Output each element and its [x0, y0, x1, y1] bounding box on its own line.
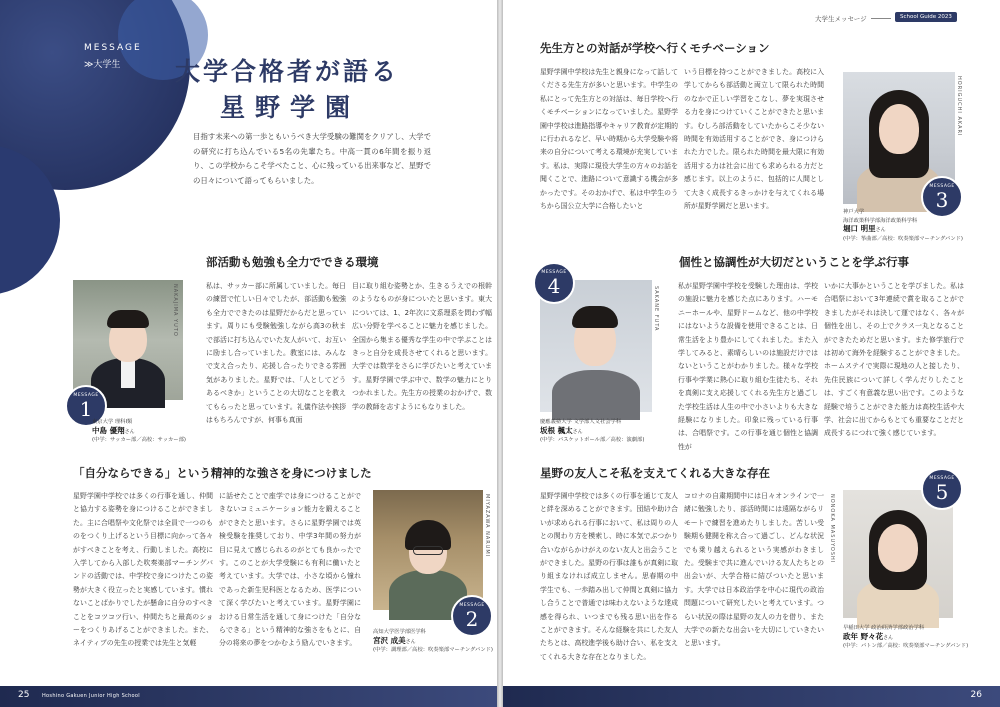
page-number-left: 25: [18, 690, 30, 700]
caption-school2: 海洋政策科学部海洋政策科学科: [843, 217, 918, 224]
caption-club: (中学：バスケットボール部／高校：演劇部): [540, 437, 645, 443]
badge-label: MESSAGE: [929, 476, 955, 481]
section2-col1: 星野学園中学校では多くの行事を通し、仲間と協力する姿勢を身につけることができました。主に合唱祭や文化祭では全員で一つのものをつくり上げるという目標に向かって各々がすべきことを考え、行動しました。高校に入学してから入部した吹奏楽部マーチングバンドの活動では、中学校で身につけたこの姿勢が大きく役立ったと実感しています。慣れないことばかりでしたが懸命に自分のすべきことをコツコツ行い、仲間たちと最高のショーをつくりあげることができました。また、ネイティブの先生の授業では先生と気軽: [73, 492, 213, 648]
caption-school: 高知大学医学部医学科: [373, 629, 426, 635]
section4-col1: 私が星野学園中学校を受験した理由は、学校の施設に魅力を感じた点にあります。ハーモニーホールや、星野ドームなど、他の中学校にはないような設備を使用できることは、日常生活をより豊かにしてくれました。また入学してみると、素晴らしいのは施設だけではないということがわかりました。様々な学校行事や学業に熱心に取り組む生徒たち、それを真剣に支え応援してくれる先生方と過ごした学校生活は人生の中で小さいよりも大きな経験になりました。印象に残っている行事は、合唱祭です。この行事を通じ個性と協調性が: [678, 282, 818, 451]
section1-col1: 私は、サッカー部に所属していました。毎日の練習で忙しい日々でしたが、部活動も勉強も全力でできたのは星野だからだと思っています。周りにも受験勉強しながら高3の秋まで部活に打ち込んでいた友人がいて、お互いに励まし合っていました。教室には、みんなで支え合ったり、応援し合ったりできる雰囲気がありました。星野では、「人としてどうあるべきか」ということの大切なことを教えてもらったと思っています。礼儀作法や挨拶はもちろんですが、何事も真面: [206, 282, 346, 425]
section1-heading: 部活動も勉強も全力でできる環境: [206, 255, 379, 269]
badge-number: 2: [465, 607, 479, 631]
caption-school: 東京大学 理科Ⅰ類: [92, 419, 133, 425]
section5-heading: 星野の友人こそ私を支えてくれる大きな存在: [540, 466, 770, 480]
romaji-nakajima: NAKAJIMA YUTO: [172, 284, 178, 337]
romaji-horiguchi: HORIGUCHI AKARI: [956, 76, 962, 137]
section5-col2: コロナの自粛期間中には日々オンラインで一緒に勉強したり、部活時間には遠隔ながらリモートで練習を進めたりしました。苦しい受験期も健闘を称え合って過ごし、どんな状況でも乗り越えられるという実感がわきました。受験まで共に進んでいける友人たちとの出会いが、大学合格に結びついたと思います。大学では日本政治学を中心に現代の政治問題について研究したいと考えています。つらい状況の際は星野の友人の力を借り、また大学での新たな出会いを大切にしていきたいと思います。: [684, 492, 824, 648]
caption-club: (中学：バトン部／高校：吹奏楽部マーチングバンド): [843, 643, 969, 649]
caption-school: 早稲田大学 政治経済学部政治学科: [843, 625, 925, 631]
section2-heading: 「自分ならできる」という精神的な強さを身につけました: [73, 466, 372, 480]
caption-school: 慶應義塾大学 文学部人文社会学科: [540, 419, 622, 425]
badge-number: 5: [935, 480, 949, 504]
caption-name: 坂根 楓太: [540, 425, 573, 435]
badge-label: MESSAGE: [73, 393, 99, 398]
section3-col1: 星野学園中学校は先生と親身になって話してくださる先生方が多いと思います。中学生の私にとって先生方との対話は、毎日学校へ行くモチベーションになっていました。星野学園中学校は進路指導やキャリア教育が定期的に行われるなど、早い時期から大学受験や将来の自分について考える環境が充実しています。私は、実際に現役大学生の方々のお話を聞くことで、進路について意識する機会が多かったです。そのおかげで、私は中学生のうちから国公立大学に合格したいと: [540, 68, 678, 211]
badge-number: 3: [935, 188, 949, 212]
caption-san: さん: [875, 227, 886, 233]
left-page: [0, 0, 497, 707]
caption-san: さん: [883, 634, 894, 641]
section3-heading: 先生方との対話が学校へ行くモチベーション: [540, 41, 770, 55]
romaji-sakane: SAKANE FUTA: [653, 286, 659, 332]
message-badge-4: [533, 262, 575, 304]
caption-nakajima: [92, 418, 186, 445]
footer-school-name: Hoshino Gakuen Junior High School: [42, 693, 140, 699]
caption-name: 堀口 明里: [843, 224, 876, 233]
photo-miyazawa: [373, 490, 483, 610]
caption-horiguchi: [843, 208, 963, 243]
romaji-miyazawa: MIYAZAWA NARUMI: [484, 494, 490, 558]
badge-number: 1: [79, 397, 93, 421]
section4-col2: いかに大事かということを学びました。私は合唱祭において3年連続で賞を取ることができましたがそれは決して運ではなく、各々が個性を出し、その上でクラス一丸となることができたためだと思います。また修学旅行では初めて海外を経験することができました。ホームステイで実際に現地の人と接したり、先住民族について詳しく学んだりしたことは、すごく有意義な思い出です。このような経験で培うことができた能力は高校生活や大学、社会に出てからもとても重要なことだと成長するにつれて強く感じています。: [824, 282, 964, 438]
caption-masuyoshi: [843, 624, 968, 651]
caption-club: (中学：サッカー部／高校：サッカー部): [92, 437, 186, 443]
caption-sakane: [540, 418, 644, 445]
section1-col2: 目に取り組む姿勢とか、生きるうえでの根幹のようなものが身についたと思います。東大については、1、2年次に文系理系を問わず幅広い分野を学べることに魅力を感じました。全国から集まる優秀な学生の中で学ぶことはきっと自分を成長させてくれると思います。大学では数学をさらに学びたいと考えています。星野学園で学ぶ中で、数学の魅力にとりつかれました。先生方の授業のおかげで、数学の教師を志すようにもなりました。: [352, 282, 492, 411]
badge-label: MESSAGE: [459, 603, 485, 608]
header-rule: [871, 18, 891, 19]
message-badge-5: [921, 468, 963, 510]
page-title-line2: 星野学園: [220, 93, 361, 122]
caption-school: 神戸大学: [843, 209, 865, 215]
caption-san: さん: [124, 428, 135, 435]
caption-club: (中学：筝曲部／高校：吹奏楽部マーチングバンド): [843, 235, 963, 242]
romaji-masuyoshi: NONOKA MASUYOSHI: [829, 494, 835, 564]
page-number-right: 26: [970, 690, 982, 700]
caption-san: さん: [572, 428, 583, 435]
intro-text: 目指す未来への第一歩ともいうべき大学受験の難関をクリアし、大学での研究に打ち込んでいる5名の先輩たち。中高一貫の6年間を振り返り、この学校からこそ学べたこと、心に残っている出来事など、星野での日々について語ってもらいました。: [193, 132, 431, 185]
footer-right: [503, 686, 1000, 707]
badge-number: 4: [547, 274, 561, 298]
header-label: 大学生メッセージ: [815, 15, 867, 23]
message-sub: ≫大学生: [84, 60, 121, 70]
badge-label: MESSAGE: [541, 270, 567, 275]
caption-name: 政年 野々花: [843, 631, 884, 641]
header-guide: School Guide 2023: [895, 12, 957, 22]
caption-club: (中学：調理部／高校：吹奏楽部マーチングバンド): [373, 647, 493, 653]
badge-label: MESSAGE: [929, 184, 955, 189]
message-label: MESSAGE: [84, 43, 142, 53]
section5-col1: 星野学園中学校では多くの行事を通じて友人と絆を深めることができます。団結や助け合いが求められる行事において、私は周りの人との関わり方を模索し、時に本気でぶつかり合いながらかけがえのない友人と出会うことができました。星野の行事は誰もが真剣に取り組まなければ成立しません。思春期の中学生でも、一歩踏み出して仲間と真剣に協力し合うことで普通では味わえないような達成感を得られ、いつまでも残る思い出を作ることができます。そんな経験を共にした友人たちとは、高校進学後も助け合い、私を支えてくれる大きな存在となりました。: [540, 492, 678, 661]
footer-left: [0, 686, 497, 707]
caption-name: 宮沢 成美: [373, 635, 406, 645]
photo-nakajima: [73, 280, 183, 400]
right-page: [503, 0, 1000, 707]
caption-san: さん: [405, 638, 416, 645]
section2-col2: に話せたことで座学では身につけることができないコミュニケーション能力を鍛えることができたと思います。さらに星野学園では英検受験を推奨しており、中学3年間の努力が目に見えて感じられるのがとても良かったです。このことが大学受験にも有利に働いたと考えています。大学では、小さな頃から憧れであった新生児科医となるため、医学について深く学びたいと考えています。星野学園における日常生活を通して身につけた「自分ならできる」という精神的な強さをもとに、自分の将来の夢をつかむよう励んでいきます。: [219, 492, 361, 648]
section4-heading: 個性と協調性が大切だということを学ぶ行事: [679, 255, 909, 269]
section3-col2: いう目標を持つことができました。高校に入学してからも部活動と両立して限られた時間のなかで正しい学習をこなし、夢を実現させる力を身につけていくことができたと思います。むしろ部活動をしていたからこそ少ない時間を有効活用することができ、身につけられた力でした。限られた時間を最大限に有効活用する力は社会に出ても求められる力だと感じます。以上のように、包括的に人間として大きく成長するきっかけを与えてくれる場所が星野学園だと思います。: [684, 68, 824, 211]
caption-name: 中島 優翔: [92, 425, 125, 435]
caption-miyazawa: [373, 628, 493, 655]
page-title-line1: 大学合格者が語る: [175, 57, 400, 86]
